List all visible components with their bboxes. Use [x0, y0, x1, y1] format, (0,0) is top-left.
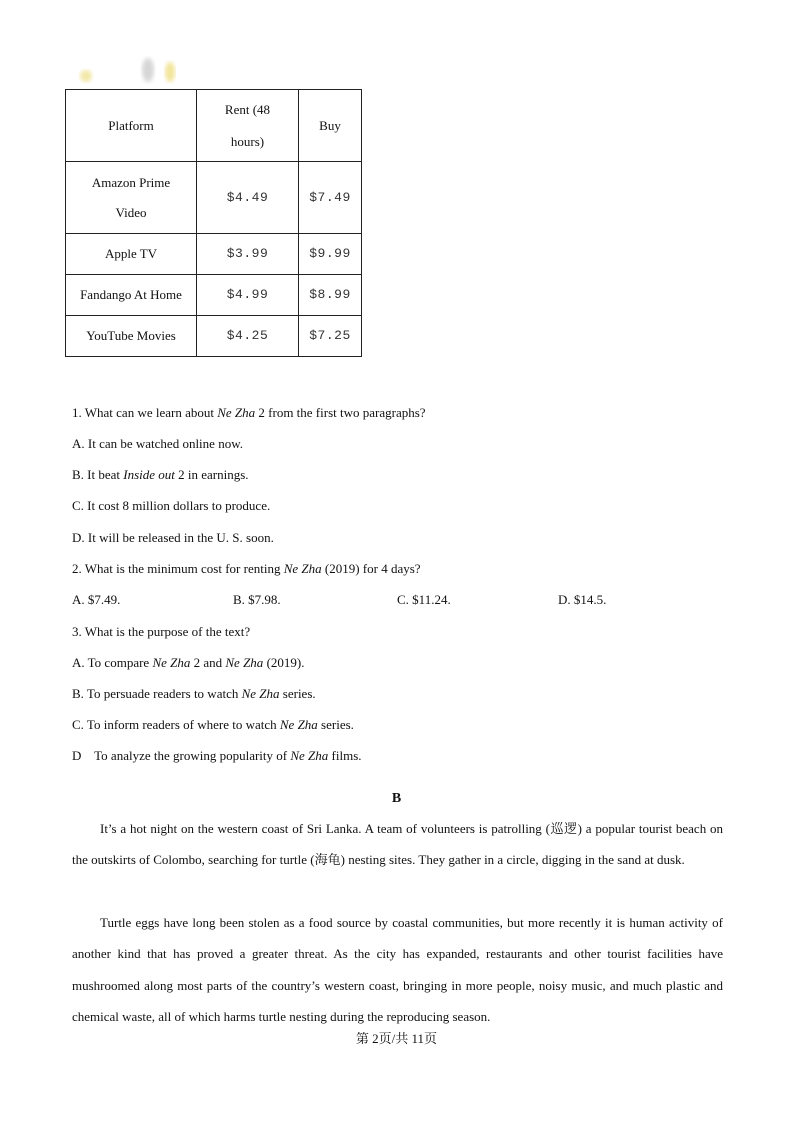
- film-title: Ne Zha: [279, 717, 318, 732]
- page-footer: 第 2页/共 11页: [355, 1031, 438, 1046]
- platform-name: Amazon Prime Video: [91, 174, 171, 220]
- option-text: C. It cost 8 million dollars to produce.: [72, 498, 271, 513]
- option-text: films.: [328, 748, 362, 763]
- platform-name: Fandango At Home: [66, 275, 197, 316]
- question-3-option-b: [72, 686, 316, 702]
- question-3-option-a: [72, 655, 304, 671]
- question-3-option-d: [72, 748, 362, 764]
- question-1-option-a: [72, 436, 243, 452]
- section-b-title: B: [391, 791, 402, 806]
- rent-price: $3.99: [197, 234, 299, 275]
- option-text: C. To inform readers of where to watch: [72, 717, 280, 732]
- option-text: B. It beat: [72, 467, 124, 482]
- header-rent: [197, 90, 299, 162]
- buy-price: $9.99: [299, 234, 362, 275]
- option-text: series.: [317, 717, 354, 732]
- buy-price: $8.99: [299, 275, 362, 316]
- header-rent-text: Rent (48 hours): [224, 101, 271, 149]
- film-title: Ne Zha: [225, 655, 264, 670]
- section-b-paragraph-2: Turtle eggs have long been stolen as a food source by coastal communities, but more recently it is human activity of another kind that has proved a greater threat. As the city has expanded, restaurants and other tourist facilities have mushroomed along most parts of the country’s western coast, bringing in more people, noisy music, and much plastic and chemical waste, all of which harms turtle nesting during the reproducing season.: [72, 915, 723, 1024]
- rental-price-table: [65, 89, 362, 357]
- table-header-row: [66, 90, 362, 162]
- question-2-option-b: B. $7.98.: [233, 592, 281, 607]
- film-title: Ne Zha: [152, 655, 191, 670]
- question-3-option-c: [72, 717, 354, 733]
- buy-price: $7.49: [299, 162, 362, 234]
- platform-name: YouTube Movies: [66, 316, 197, 357]
- option-text: series.: [279, 686, 316, 701]
- film-title: Ne Zha: [241, 686, 280, 701]
- table-row: [66, 316, 362, 357]
- stem-text: 2. What is the minimum cost for renting: [72, 561, 284, 576]
- question-2-option-c: C. $11.24.: [397, 592, 451, 607]
- film-title: Ne Zha: [290, 748, 329, 763]
- platform-name: Apple TV: [66, 234, 197, 275]
- question-2-option-a: A. $7.49.: [72, 592, 121, 607]
- stem-text: (2019) for 4 days?: [321, 561, 421, 576]
- question-1-option-b: [72, 467, 249, 483]
- option-text: D. It will be released in the U. S. soon.: [72, 530, 274, 545]
- header-buy: Buy: [299, 90, 362, 162]
- stem-text: 2 from the first two paragraphs?: [255, 405, 426, 420]
- rent-price: $4.99: [197, 275, 299, 316]
- option-text: D To analyze the growing popularity of: [72, 748, 291, 763]
- option-text: (2019).: [263, 655, 305, 670]
- platform-cell: [66, 162, 197, 234]
- buy-price: $7.25: [299, 316, 362, 357]
- option-text: A. To compare: [72, 655, 153, 670]
- option-text: B. To persuade readers to watch: [72, 686, 242, 701]
- scan-smudge: [78, 56, 178, 86]
- section-b-paragraph-1: It’s a hot night on the western coast of Sri Lanka. A team of volunteers is patrolling (巡逻) a popular tourist beach on the outskirts of Colombo, searching for turtle (海龟) nesting sites. They gather in a circle, digging in the sand at dusk.: [72, 821, 723, 868]
- question-2-option-d: D. $14.5.: [558, 592, 607, 607]
- question-1-option-c: [72, 498, 270, 514]
- table-row: [66, 234, 362, 275]
- option-text: 2 in earnings.: [174, 467, 249, 482]
- table-row: [66, 162, 362, 234]
- film-title: Inside out: [123, 467, 175, 482]
- table-row: [66, 275, 362, 316]
- stem-text: 1. What can we learn about: [72, 405, 218, 420]
- question-2-stem: [72, 561, 421, 577]
- film-title: Ne Zha: [217, 405, 256, 420]
- option-text: A. It can be watched online now.: [72, 436, 243, 451]
- rent-price: $4.25: [197, 316, 299, 357]
- header-platform: Platform: [66, 90, 197, 162]
- option-text: 2 and: [190, 655, 226, 670]
- question-1-stem: [72, 405, 426, 421]
- film-title: Ne Zha: [283, 561, 322, 576]
- question-3-stem: 3. What is the purpose of the text?: [72, 624, 251, 639]
- rent-price: $4.49: [197, 162, 299, 234]
- question-1-option-d: [72, 530, 274, 546]
